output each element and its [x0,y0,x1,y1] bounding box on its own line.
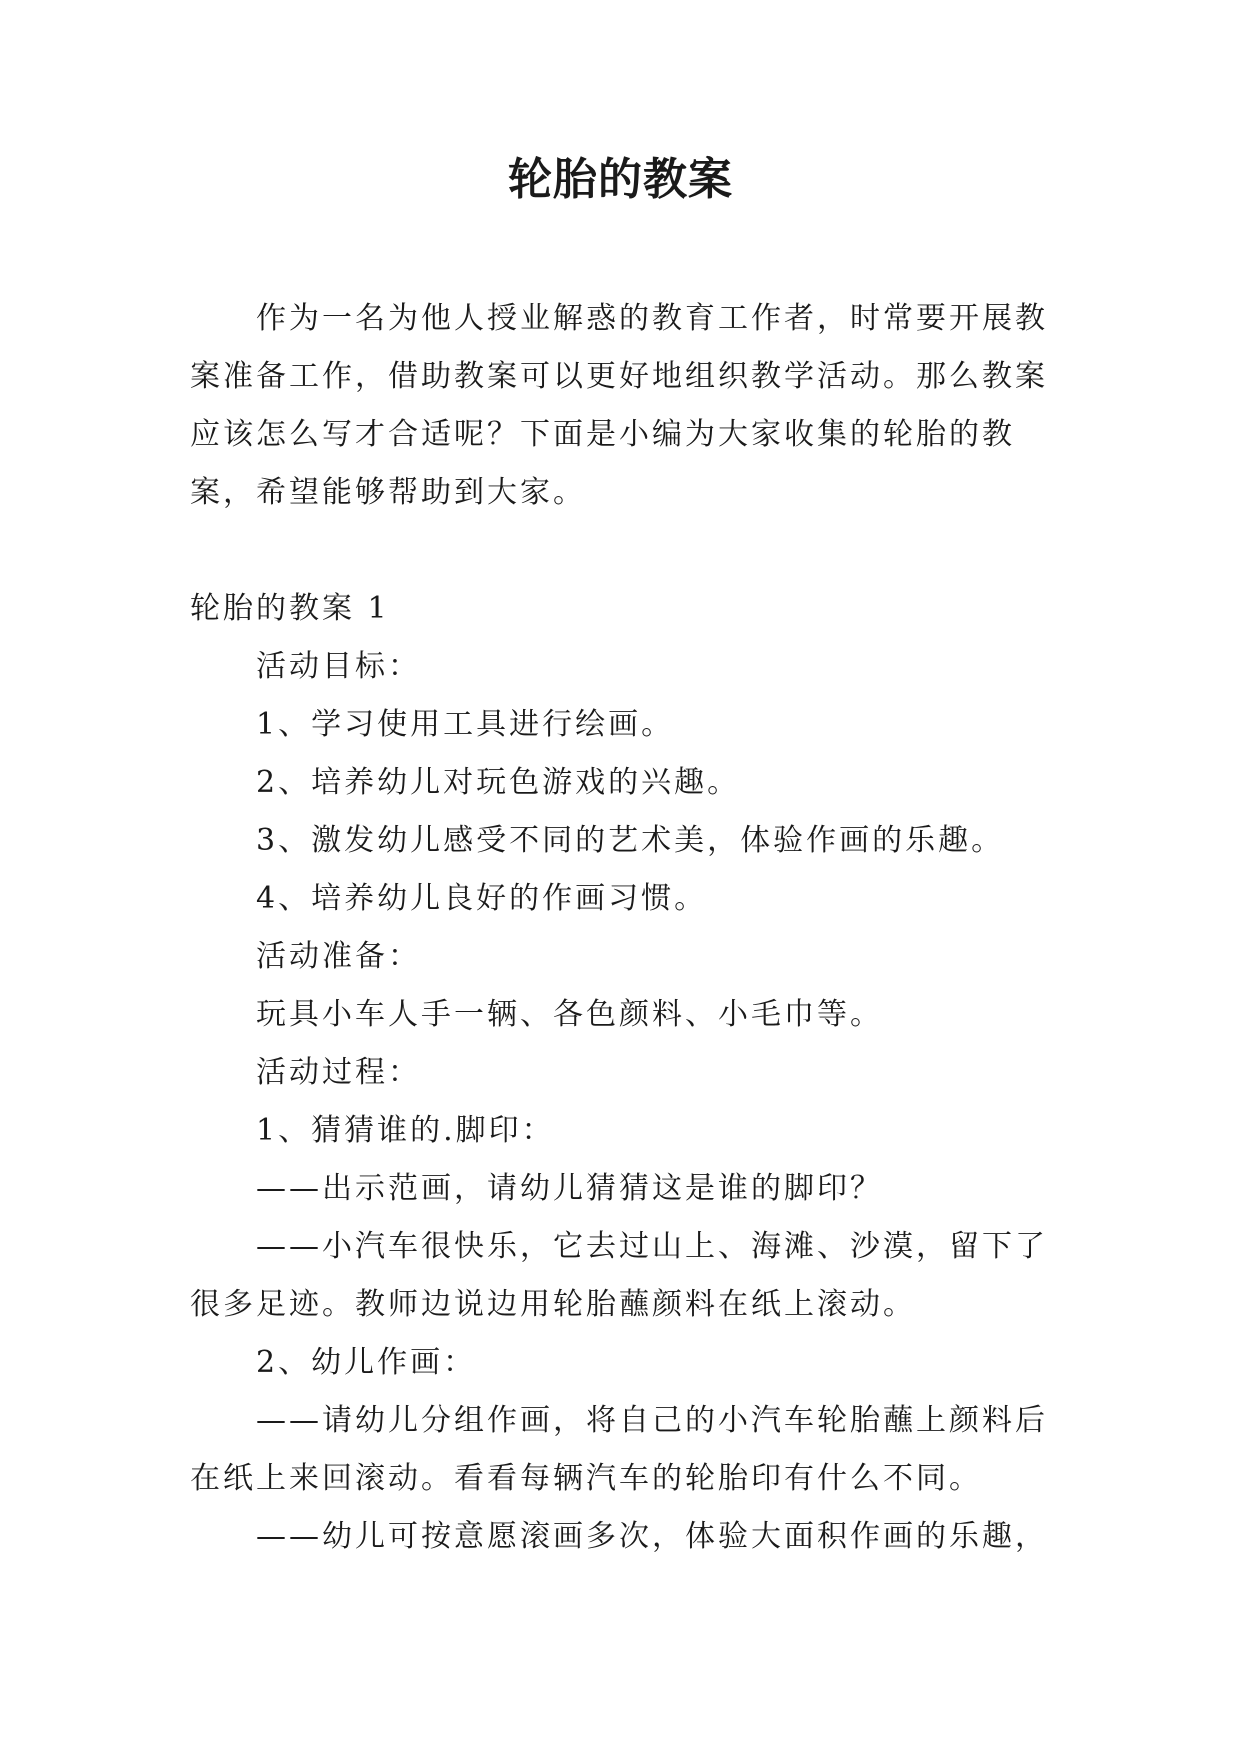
process-heading: 活动过程： [256,1055,421,1090]
objective-item: 3、激发幼儿感受不同的艺术美，体验作画的乐趣。 [256,823,1005,858]
process-detail: ——请幼儿分组作画，将自己的小汽车轮胎蘸上颜料后在纸上来回滚动。看看每辆汽车的轮胎印有什么不同。 [190,1403,1048,1496]
process-step: 2、幼儿作画： [256,1345,477,1380]
preparation-heading: 活动准备： [256,939,421,974]
preparation-text: 玩具小车人手一辆、各色颜料、小毛巾等。 [256,997,883,1032]
objective-item: 1、学习使用工具进行绘画。 [256,707,675,742]
process-detail: ——出示范画，请幼儿猜猜这是谁的脚印？ [256,1171,883,1206]
intro-paragraph: 作为一名为他人授业解惑的教育工作者，时常要开展教案准备工作，借助教案可以更好地组织教学活动。那么教案应该怎么写才合适呢？下面是小编为大家收集的轮胎的教案，希望能够帮助到大家。 [190,301,1048,510]
process-detail: ——幼儿可按意愿滚画多次，体验大面积作画的乐趣， [256,1519,1048,1554]
process-detail: ——小汽车很快乐，它去过山上、海滩、沙漠，留下了很多足迹。教师边说边用轮胎蘸颜料在纸上滚动。 [190,1229,1048,1322]
objective-item: 2、培养幼儿对玩色游戏的兴趣。 [256,765,741,800]
document-title: 轮胎的教案 [508,154,733,205]
objectives-heading: 活动目标： [256,649,421,684]
section-heading: 轮胎的教案 1 [190,591,390,626]
process-step: 1、猜猜谁的.脚印： [256,1113,555,1148]
objective-item: 4、培养幼儿良好的作画习惯。 [256,881,708,916]
document-body [190,290,1050,1566]
